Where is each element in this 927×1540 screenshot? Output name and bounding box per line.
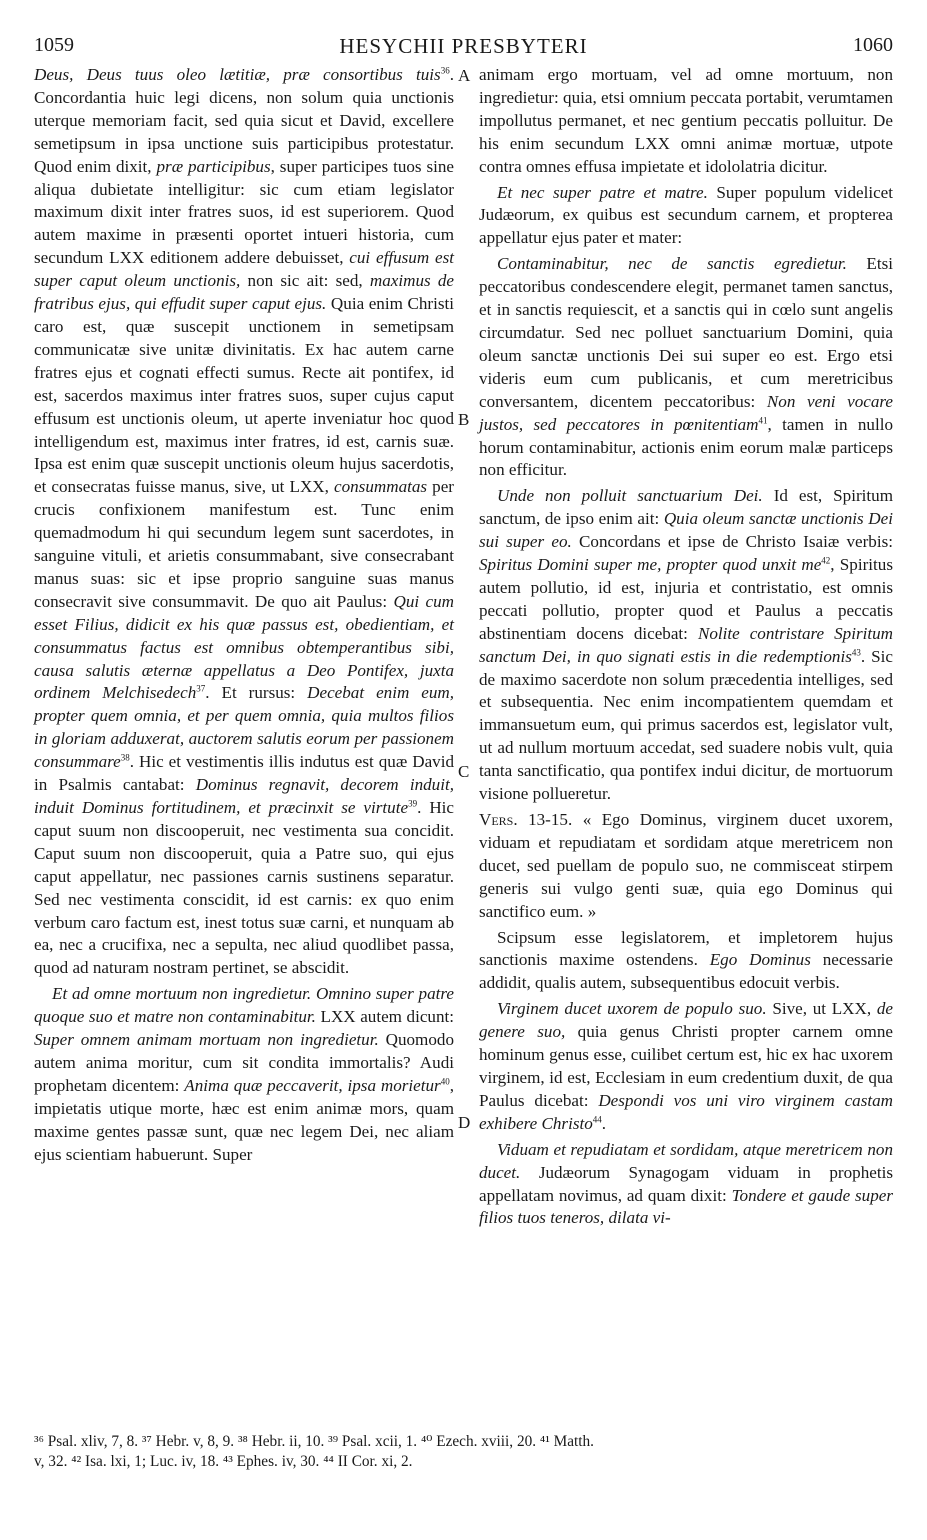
footnote-line: v, 32. ⁴² Isa. lxi, 1; Luc. iv, 18. ⁴³ Ephes. iv, 30. ⁴⁴ II Cor. xi, 2. xyxy=(34,1453,413,1470)
paragraph: Viduam et repudiatam et sordidam, atque meretricem non ducet. Judæorum Synagogam viduam in prophetis appellatam novimus, ad quam dixit: Tondere et gaude super filios tuos teneros, dilata vi- xyxy=(479,1139,893,1228)
paragraph: Virginem ducet uxorem de populo suo. Sive, ut LXX, de genere suo, quia genus Christi propter carnem omne hominum genus esse, cuilibet certum est, hic ex hac uxorem virginem, id est, Ecclesiam in eum credentium duxit, de qua Paulus dicebat: Despondi vos uni viro virginem castam exhibere Christo$^{44}$. xyxy=(479,999,893,1133)
paragraph: Unde non polluit sanctuarium Dei. Id est, Spiritum sanctum, de ipso enim ait: Quia oleum sanctæ unctionis Dei sui super eo. Concordans et ipse de Christo Isaiæ verbis: Spiritus Domini super me, propter quod unxit $me^{42}$, Spiritus autem pollutio, id est, injuria et contristatio, est omnis peccati pollutio, propter quod et Paulus a peccatis abstinentiam docens dicebat: Nolite contristare Spiritum sanctum Dei, in quo signati estis in die redemptionis$^{43}$. Sic de maximo sacerdote non solum præcedentia intelliges, sed et subsequentia. Nec enim incompatientem quemdam et immansuetum eum, qui primus sacerdos est, legislator vult, ut ad nullum mortuum accedat, sed suadere nobis vult, quia tanta sanctificatio, qua pontifex indui dicitur, de mortuorum visione pollueretur. xyxy=(479,486,894,804)
margin-letter-b: B xyxy=(458,410,470,429)
page-number-left: 1059 xyxy=(34,34,74,56)
paragraph: Et nec super patre et matre. Super populum videlicet Judæorum, ex quibus est secundum carnem, et propterea appellatur ejus pater et mater: xyxy=(479,182,893,248)
paragraph: Vers. 13-15. « Ego Dominus, virginem ducet uxorem, viduam et repudiatam et sordidam atque meretricem non ducet, sed puellam de populo suo, ne commisceat stirpem generis sui vulgo genti suæ, quia ego Dominus qui sanctifico eum. » xyxy=(479,810,893,921)
right-column xyxy=(479,64,893,1233)
paragraph: Contaminabitur, nec de sanctis egredietur. Etsi peccatoribus condescendere elegit, permanet tamen sanctus, et in sanctis requiescit, et a sanctis qui in cœlo sunt angelis circumdatur. Sed nec polluet sanctuarium Domini, quia oleum sanctæ unctionis Dei sui super eo est. Ergo etsi videris eum cum publicanis, et cum meretricibus conversantem, dicentem peccatoribus: Non veni vocare justos, sed peccatores in pœnitentiam$^{41}$, tamen in nullo horum contaminabitur, actionis enim eorum malæ particeps non efficitur. xyxy=(479,254,894,480)
paragraph: animam ergo mortuam, vel ad omne mortuum, non ingredietur: quia, etsi omnium peccata portabit, verumtamen impollutus permanet, et nec gentium peccatis polluitur. De his enim secundum LXX omni animæ mortuæ, utpote contra omnes effusa impietate et idololatria dicitur. xyxy=(479,65,893,176)
paragraph: Scipsum esse legislatorem, et impletorem hujus sanctionis maxime ostendens. Ego Dominus necessarie addidit, qualis autem, subsequentibus edocuit verbis. xyxy=(479,927,893,993)
page-number-right: 1060 xyxy=(853,34,893,56)
margin-letter-a: A xyxy=(458,66,471,85)
margin-letter-d: D xyxy=(458,1113,471,1132)
footnotes xyxy=(34,1432,904,1472)
running-header xyxy=(34,34,893,60)
margin-letter-c: C xyxy=(458,762,470,781)
paragraph: Et ad omne mortuum non ingredietur. Omnino super patre quoque suo et matre non contaminabitur. LXX autem dicunt: Super omnem animam mortuam non ingredietur. Quomodo autem anima moritur, cum sit condita immortalis? Audi prophetam dicentem: Anima quæ peccaverit, ipsa morietur$^{40}$, impietatis utique morte, hæc est enim animæ mors, quam maxime gentes passæ sunt, quæ nec legem Dei, nec aliam ejus scientiam habuerunt. Super xyxy=(34,984,455,1164)
running-title: HESYCHII PRESBYTERI xyxy=(339,34,588,58)
left-column xyxy=(34,64,454,1170)
paragraph: Deus, Deus tuus oleo lætitiæ, præ consortibus tuis$^{36}$. Concordantia huic legi dicens, non solum quia unctionis uterque memoriam facit, sed quia sicut et David, excellere semetipsum in ipsa unctione suis participibus protestatur. Quod enim dixit, præ participibus, super participes tuos sine aliqua dubietate intelligitur: sic cum etiam legislator maximum dixit inter fratres suos, id est superiorem. Quod autem maxime in præsenti oportet intueri historia, cum secundum LXX editionem addere debuisset, cui effusum est super caput oleum unctionis, non sic ait: sed, maximus de fratribus ejus, qui effudit super caput ejus. Quia enim Christi caro est, quæ suscepit unctionem in semetipsam communicatæ sive unitæ divinitatis. Ex hac autem carne fratres ejus et cognati effecti sumus. Recte ait pontifex, id est, sacerdos maximus inter fratres suos, super cujus caput effusum est unctionis oleum, ut aperte inveniatur hoc quod intelligendum est, maximus inter fratres, id est, carnis suæ. Ipsa est enim quæ suscepit unctionis oleum hujus sacerdotis, et consecratas fuisse manus, sive, ut LXX, consummatas per crucis confixionem manifestum est. Tunc enim quemadmodum hi qui secundum legem sunt sacerdotes, in sanguine vituli, et arietis consummabant, sive consecrabant manus suas: sic et ipse proprio sanguine suas manus consecravit sive consummavit. De quo ait Paulus: Qui cum esset Filius, didicit ex his quæ passus est, obedientiam, et consummatus factus est omnibus obtemperantibus sibi, causa salutis æternæ appellatus a Deo Pontifex, juxta ordinem Melchisedech$^{37}$. Et rursus: Decebat enim eum, propter quem omnia, et per quem omnia, quia multos filios in gloriam adduxerat, auctorem salutis eorum per passionem consummare$^{38}$. Hic et vestimentis illis indutus est quæ David in Psalmis cantabat: Dominus regnavit, decorem induit, induit Dominus fortitudinem, et præcinxit se virtute$^{39}$. Hic caput suum non discooperuit, nec vestimenta sua concidit. Caput suum non discooperuit, quia a Patre suo, qui ejus caput appellatur, nec passiones carnis sustinens separatur. Sed nec vestimenta conscidit, id est carnis: ex quo enim verbum caro factum est, inest totus suæ carni, et nunquam ab ea, nec a crucifixa, nec a sepulta, nec aliud quodlibet passa, quod ad naturam nostram pertinet, se abscidit. xyxy=(34,65,455,978)
footnote-line: ³⁶ Psal. xliv, 7, 8. ³⁷ Hebr. v, 8, 9. ³⁸ Hebr. ii, 10. ³⁹ Psal. xcii, 1. ⁴⁰ Ezech. xviii, 20. ⁴¹ Matth. xyxy=(34,1433,595,1450)
